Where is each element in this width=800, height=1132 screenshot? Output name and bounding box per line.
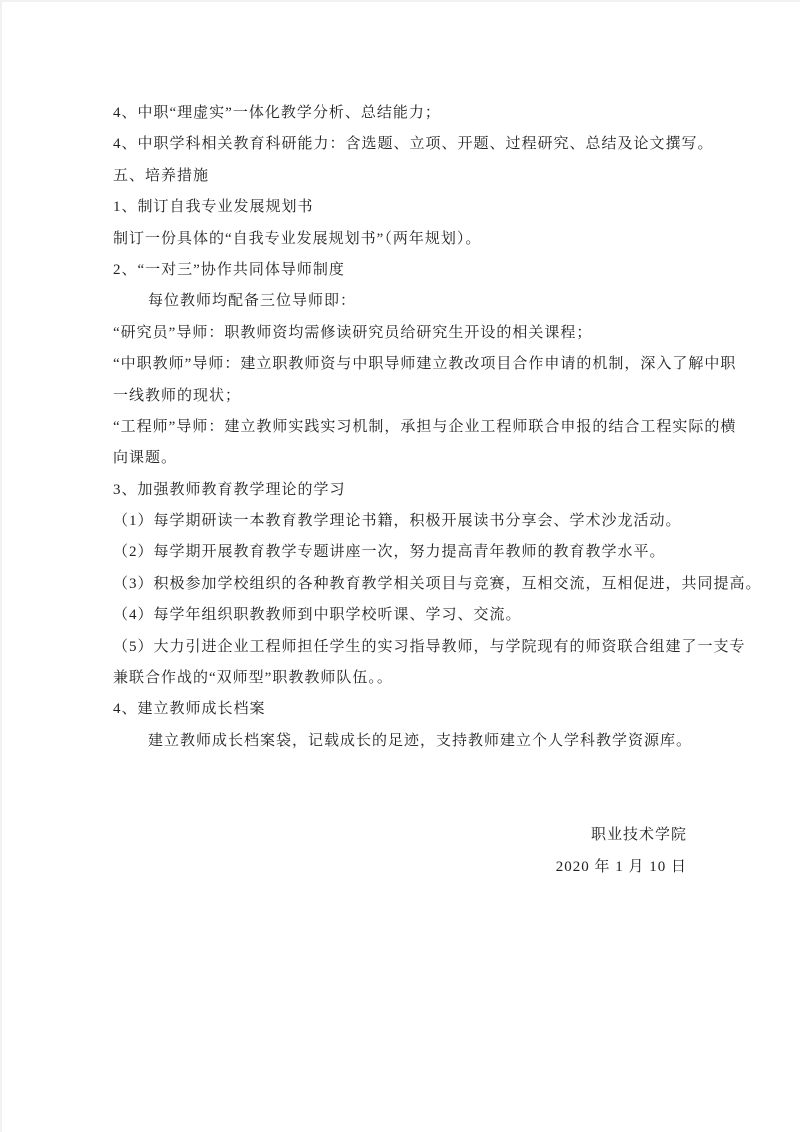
text-line: 兼联合作战的“双师型”职教教师队伍。。	[113, 670, 393, 687]
text-line: （3）积极参加学校组织的各种教育教学相关项目与竞赛，互相交流，互相促进，共同提高。	[113, 575, 762, 592]
list-item-heading: 1、制订自我专业发展规划书	[113, 199, 314, 216]
list-item-heading: 4、建立教师成长档案	[113, 701, 266, 718]
text-line: 一线教师的现状；	[113, 387, 242, 404]
text-line: “研究员”导师：职教师资均需修读研究员给研究生开设的相关课程；	[113, 324, 593, 341]
text-line: 向课题。	[113, 450, 178, 467]
text-line: 4、中职“理虚实”一体化教学分析、总结能力；	[113, 105, 441, 121]
section-heading: 五、培养措施	[113, 167, 210, 184]
text-line: “工程师”导师：建立教师实践实习机制，承担与企业工程师联合申报的结合工程实际的横	[113, 418, 737, 435]
text-line: 制订一份具体的“自我专业发展规划书”（两年规划）。	[113, 230, 482, 247]
list-item-heading: 2、“一对三”协作共同体导师制度	[113, 261, 345, 278]
text-line: （1）每学期研读一本教育教学理论书籍，积极开展读书分享会、学术沙龙活动。	[113, 513, 682, 530]
text-line: （4）每学年组织职教教师到中职学校听课、学习、交流。	[113, 607, 522, 624]
list-item-heading: 3、加强教师教育教学理论的学习	[113, 481, 346, 498]
text-line: （5）大力引进企业工程师担任学生的实习指导教师，与学院现有的师资联合组建了一支专	[113, 638, 746, 655]
text-line: 4、中职学科相关教育科研能力：含选题、立项、开题、过程研究、总结及论文撰写。	[113, 136, 714, 153]
text-line: “中职教师”导师：建立职教师资与中职导师建立教改项目合作申请的机制，深入了解中职	[113, 356, 737, 373]
signature-org: 职业技术学院	[590, 827, 687, 844]
text-line: （2）每学期开展教育教学专题讲座一次，努力提高青年教师的教育教学水平。	[113, 544, 666, 561]
text-line: 每位教师均配备三位导师即：	[148, 293, 357, 310]
signature-block	[113, 820, 720, 883]
signature-date: 2020 年 1 月 10 日	[555, 858, 687, 875]
text-line: 建立教师成长档案袋，记载成长的足迹，支持教师建立个人学科教学资源库。	[148, 732, 693, 749]
